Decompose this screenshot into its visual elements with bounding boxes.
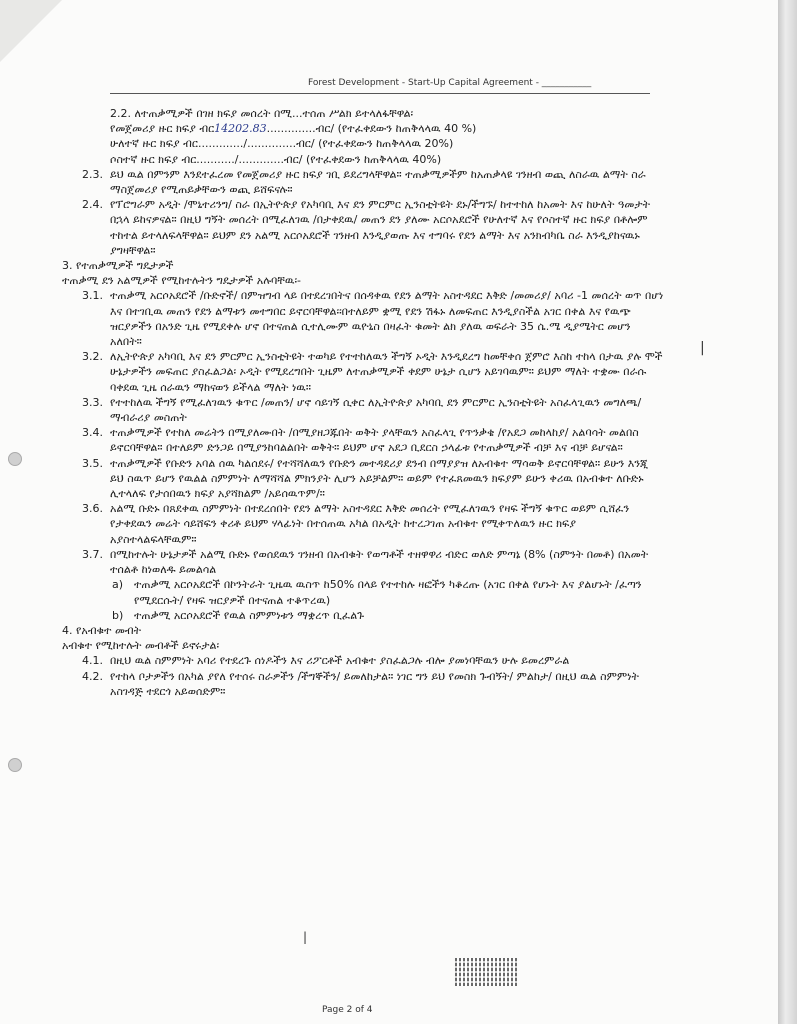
clause-number: 3.1. bbox=[82, 289, 103, 303]
handwritten-amount: 14202.83 bbox=[214, 122, 267, 136]
paragraph-2-2-d bbox=[62, 152, 664, 167]
paragraph-2-2-b bbox=[62, 121, 664, 136]
paragraph-3-6 bbox=[62, 501, 664, 547]
paragraph-text: በሚከተሉት ሁኔታዎች አልሚ ቡድኑ የወሰደዉን ገንዘብ በአብቁት የወጣቶች ተዘዋዋሪ ብድር ወለድ ምጣኔ (8% (ስምንት በመቶ) በአመት ተሰልቶ ከነወለዱ ይመልሳል bbox=[110, 547, 652, 577]
paragraph-2-2-c bbox=[62, 136, 664, 151]
paragraph-text: ሶስተኛ ዙር ክፍያ ብር.........../.............ብር/ (የተፈቀደውን ከጠቅላላዉ 40%) bbox=[110, 152, 442, 166]
section-number: 3. bbox=[62, 259, 73, 273]
paragraph-4 bbox=[62, 623, 664, 638]
page-number: Page 2 of 4 bbox=[322, 1005, 373, 1015]
document-header: Forest Development - Start-Up Capital Agreement - ___________ bbox=[308, 78, 592, 88]
paragraph-2-3 bbox=[62, 167, 664, 197]
clause-number: 4.1. bbox=[82, 654, 103, 668]
paragraph-text: የተተከለዉ ችግኝ የሚፈለገዉን ቁጥር /መጠን/ ሆኖ ሳይገኝ ሲቀር ለኢትዮጵያ አካባቢ ደን ምርምር ኢንስቲትዩት አስፈላጊዉን መግለጫ/ማብራሪያ መስጠት bbox=[110, 395, 642, 425]
punch-hole bbox=[8, 758, 22, 772]
clause-number: 3.2. bbox=[82, 350, 103, 364]
paragraph-text: ተጠቃሚዎች የተከለ መሬትን በሚያለሙበት /በሚያዘጋጁበት ወቅት ያላቸዉን አስፈላጊ የጥንቃቄ /የአደጋ መከላከያ/ አልባሳት መልበስ ይኖርባቸዋል። በተለይም ድንጋይ በሚያንከባልልበት ወቅት። ይህም ሆኖ አደጋ ቢደርስ ኃላፊቱ የተጠቃሚዎች ብቻ እና ብቻ ይሆናል። bbox=[110, 426, 643, 455]
paragraph-text: አልሚ ቡድኑ በጸደቀዉ ስምምነት በተደረሰበት የደን ልማት አስተዳደር እቅድ መሰረት የሚፈለገዉን የዛፍ ችግኝ ቁጥር ወይም ሲሸፈን የታቀደዉን መሬት ሳይሸፍን ቀሪቶ ይህም ሃላፊነት በተሰጠዉ አካል በአዲት ከተረጋገጠ አብቁተ የሚቀጥለዉን ዙር ክፍያ አያስተላልፍላቸዉም። bbox=[110, 502, 633, 546]
page-curl bbox=[0, 0, 62, 62]
paragraph-4-1 bbox=[62, 653, 664, 668]
sub-item-label: a) bbox=[112, 578, 124, 592]
paragraph-text: ተጠቃሚ አርሶአደሮች የዉል ስምምነቱን ማቋረጥ ቢፈልጉ bbox=[134, 608, 365, 622]
paragraph-text: ለኢትዮጵያ አካባቢ እና ደን ምርምር ኢንስቲትዩት ተወካይ የተተከለዉን ችግኝ ኦዲት እንዲደረግ ከመቸቀሰ ጀምሮ እስከ ተከላ በታዉ ያሉ ሞች ሁኔታዎችን መፍጠር ያስፈልጋል፡ ኦዲት የሚደረግበት ጊዜም ለተጠቃሚዎች ቀደም ሁኔታ ሲሆን አይገባዉም። ይህም ማለት ተቋሙ በራሱ ባቀደዉ ጊዜ ሰራዉን ማከናወን ይችላል ማለት ነዉ። bbox=[110, 350, 667, 394]
clause-number: 3.4. bbox=[82, 426, 103, 440]
paragraph-2-4 bbox=[62, 197, 664, 258]
paragraph-3-3 bbox=[62, 395, 664, 425]
clause-number: 3.5. bbox=[82, 456, 103, 470]
document-body bbox=[62, 106, 667, 699]
scan-mark: | bbox=[303, 930, 308, 944]
paragraph-text: የአብቁተ መብት bbox=[76, 623, 142, 637]
paragraph-text: ተጠቃሚ አርሶአደሮች በኮንትራት ጊዜዉ ዉስጥ ከ50% በላይ የተተከሉ ዛፎችን ካቆረጡ (አገር በቀል የሆኑት እና ያልሆኑት /ፈጣን የሚደርሱት/ የዛፍ ዝርያዎች በተናጠል ተቆጥረዉ) bbox=[134, 578, 646, 607]
clause-number: 3.3. bbox=[82, 395, 103, 409]
margin-mark: | bbox=[700, 340, 705, 356]
paragraph-3-7-a bbox=[62, 577, 664, 607]
paragraph-4-intro bbox=[62, 638, 664, 653]
sub-item-label: b) bbox=[112, 608, 124, 622]
paragraph-3-5 bbox=[62, 456, 664, 502]
paragraph-3-intro bbox=[62, 273, 664, 288]
clause-number: 2.3. bbox=[82, 167, 103, 181]
qr-code bbox=[455, 958, 517, 986]
paragraph-3-7-b bbox=[62, 608, 664, 623]
paragraph-text: ተጠቃሚ ደን አልሚዎች የሚከተሉትን ግዴታዎች አሉባቸዉ፡- bbox=[62, 274, 302, 288]
paragraph-text-tail: ..............ብር/ (የተፈቀደውን ከጠቅላላዉ 40 %) bbox=[266, 122, 477, 136]
paragraph-text: የፕሮግራም አዲት /ሞኒተሪንግ/ ስራ በኢትዮጵያ የአካባቢ እና ደን ምርምር ኢንስቲትዩት ደኑ/ችግኙ/ ከተተከለ ከአመት እና ከሁለት ዓመታት በኋላ ይከናዎናል። በዚህ ግኝት መሰረት በሚፈለገዉ /በታቀደዉ/ መጠን ደን ያለሙ አርሶአደሮች የሁለተኛ እና የሶስተኛ ዙር ክፍያ በቶሎም ተከተል ይተላለፍላቸዋል። ይህም ደን አልሚ አርሶአደሮች ገንዘብ እንዲያወጡ እና ተግባሩ የደን ልማት እና አንክብካቤ ስራ እንዲያከናዉኑ ያግዛቸዋል። bbox=[110, 198, 654, 257]
page-edge bbox=[778, 0, 797, 1024]
paragraph-3 bbox=[62, 258, 664, 273]
paragraph-text: በዚህ ዉል ስምምነት አባሪ የተደረጉ ሰነዶችን እና ሪፖርቶች አብቁተ ያስፈልጋሉ ብሎ ያመነባቸዉን ሁሉ ይመረምራል bbox=[110, 654, 570, 668]
clause-number: 4.2. bbox=[82, 669, 103, 683]
paragraph-text: ተጠቃሚዎች የቡድን አባል ሰዉ ካልሰደሩ/ የተሻሻለዉን የቡድን መተዳደሪያ ደንብ በማያያዝ ለአብቁተ ማሳወቅ ይኖርባቸዋል። ይሁን እንጂ ይህ ስዉጥ ይሆን የዉልል ስምምነት ለማሻሻል ምክንያት ሊሆን አይቻልም። ወይም የተፈጸመዉን ክፍያም ይሁን ቀሪዉ በአብቁተ ለቡድኑ ሊተላለፍ የታሰበዉን ክፍያ አያሻክልም /አይሰዉጥም/። bbox=[110, 456, 652, 501]
clause-number: 2.4. bbox=[82, 198, 103, 212]
paragraph-text: ተጠቃሚ አርሶአደሮች /ቡድኖች/ በምዝግብ ላይ በተደረገበትና በሰዳቀዉ የደን ልማት አስተዳደር እቅድ /መመሪያ/ አባሪ -1 መሰረት ወጥ በሆነ እና በተገቢዉ መጠን የደን ልማቱን መተግበር ይኖርባቸዋል፡፡በተለይም ቋሚ የደን ሽፋኑ ለመፍጠር እንዲያስችል አገር በቀል እና የዉጭ ዝርያዎችን በአንድ ጊዜ የሚደቀሉ ሆኖ በተናጠል ሲተሊሙም ዉዮኒስ በዛፈት ቁመት ልክ ያለዉ ወፍራት 35 ሴ.ሜ ዲያሜትር መሆን አለበት። bbox=[110, 289, 667, 349]
header-rule bbox=[110, 93, 650, 94]
clause-number: 3.6. bbox=[82, 502, 103, 516]
paragraph-text: የተጠቃሚዎች ግዴታዎች bbox=[76, 259, 174, 273]
paragraph-3-2 bbox=[62, 349, 667, 395]
clause-number: 3.7. bbox=[82, 547, 103, 561]
paragraph-4-2 bbox=[62, 669, 664, 699]
paragraph-2-2-a bbox=[62, 106, 664, 121]
paragraph-text: ይህ ዉል በምንም እንደተፈረመ የመጀመሪያ ዙር ክፍያ ገቢ ይደረግላቸዋል። ተጠቃሚዎችም ከአጠቃላዩ ገንዘብ ወጪ ለስራዉ ልማት ስራ ማስጀመሪያ የሚጠይቃቸውን ወጪ ይሸፍናሉ። bbox=[110, 167, 650, 197]
paragraph-text: የተከላ ቦታዎችን በአካል ያየለ የተሰሩ ስራዎችን /ችግኞችን/ ይመለከታል። ነገር ግን ይህ የመስክ ጉብኝት/ ምልከታ/ በዚህ ዉል ስምምነት አስገዳጅ ተደርጎ አይወሰድም። bbox=[110, 669, 643, 698]
paragraph-text: የመጀመሪያ ዙር ክፍያ ብር bbox=[110, 122, 215, 136]
paragraph-3-7 bbox=[62, 547, 664, 577]
paragraph-3-1 bbox=[62, 288, 667, 349]
paragraph-text: አብቁተ የሚከተሉት መብቶች ይኖሩታል፡ bbox=[62, 639, 220, 653]
paragraph-3-4 bbox=[62, 425, 664, 455]
section-number: 4. bbox=[62, 623, 73, 637]
paragraph-text: ሁለተኛ ዙር ክፍያ ብር............./..............ብር/ (የተፈቀደውን ከጠቅላላዉ 20%) bbox=[110, 137, 454, 151]
punch-hole bbox=[8, 452, 22, 466]
paragraph-text: 2.2. ለተጠቃሚዎች በገዘ ክፍያ መሰረት በሚ...ተሰጠ ሥልክ ይተላለፋቸዋል፡ bbox=[110, 107, 414, 120]
